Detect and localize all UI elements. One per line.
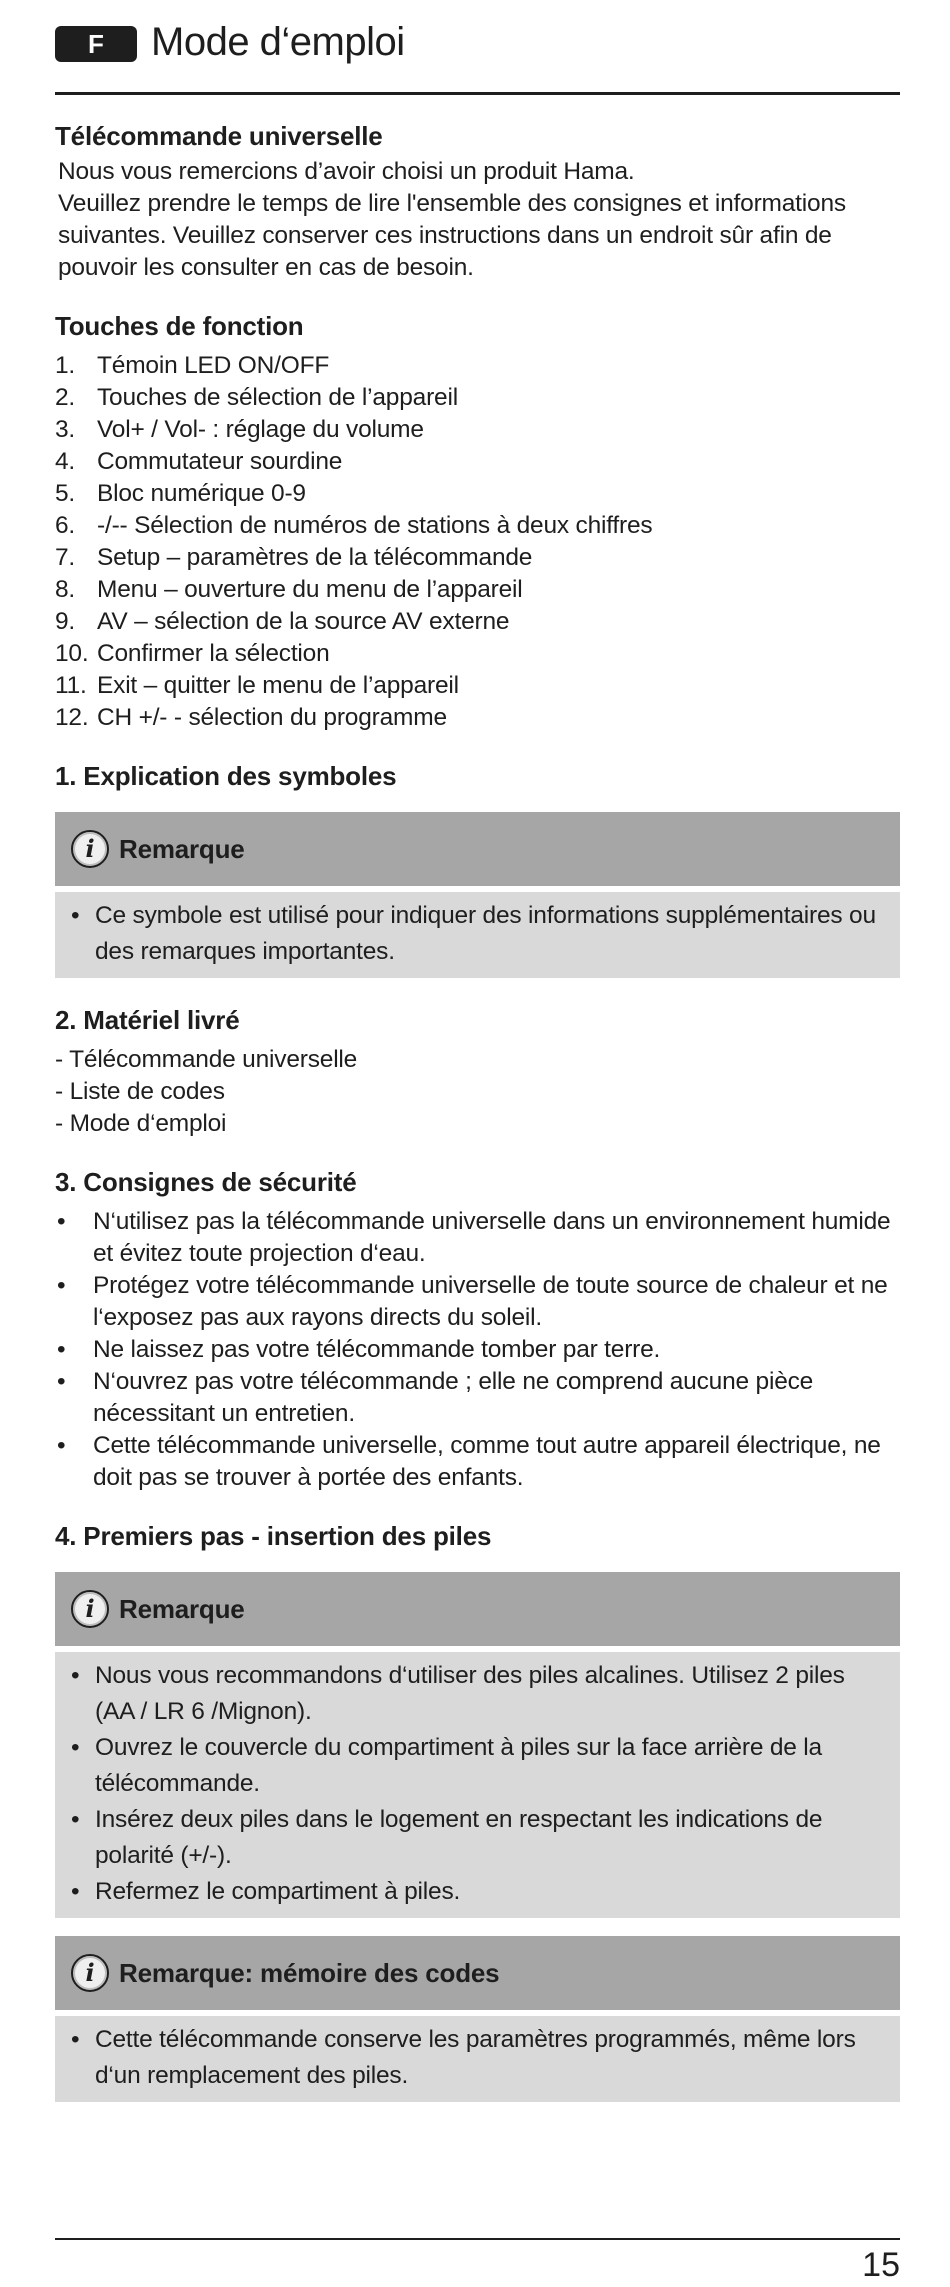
- list-item: - Liste de codes: [55, 1078, 225, 1105]
- page-header: [55, 20, 900, 95]
- note-item: • Nous vous recommandons d‘utiliser des piles alcalines. Utilisez 2 piles (AA / LR 6 /Mignon).: [71, 1658, 884, 1730]
- item-text: Bloc numérique 0-9: [97, 480, 306, 507]
- note-box: [55, 812, 900, 978]
- item-text: Confirmer la sélection: [97, 640, 330, 667]
- symbols-heading: 1. Explication des symboles: [55, 761, 397, 791]
- item-text: Exit – quitter le menu de l’appareil: [97, 672, 459, 699]
- list-item: [55, 478, 900, 510]
- item-number: 5.: [55, 480, 76, 507]
- note-item: • Ouvrez le couvercle du compartiment à piles sur la face arrière de la télécommande.: [71, 1730, 884, 1802]
- item-number: 3.: [55, 416, 76, 443]
- delivery-list: [55, 1044, 900, 1140]
- item-text: Vol+ / Vol- : réglage du volume: [97, 416, 424, 443]
- item-number: 1.: [55, 352, 76, 379]
- item-text: Menu – ouverture du menu de l’appareil: [97, 576, 523, 603]
- item-text: Témoin LED ON/OFF: [97, 352, 330, 379]
- info-icon: i: [71, 830, 109, 868]
- note-title: Remarque: [119, 834, 245, 864]
- item-text: AV – sélection de la source AV externe: [97, 608, 510, 635]
- intro-heading: Télécommande universelle: [55, 121, 383, 151]
- language-badge: F: [55, 26, 137, 62]
- delivery-section: [55, 1000, 900, 1140]
- functions-heading: Touches de fonction: [55, 311, 304, 341]
- note-item: • Ce symbole est utilisé pour indiquer des informations supplémentaires ou des remarques importantes.: [71, 898, 884, 970]
- note-item: • Cette télécommande conserve les paramètres programmés, même lors d‘un remplacement des piles.: [71, 2022, 884, 2094]
- list-item: [55, 382, 900, 414]
- note-box: [55, 1936, 900, 2102]
- item-text: Setup – paramètres de la télécommande: [97, 544, 533, 571]
- intro-section: [55, 116, 900, 284]
- list-item: [55, 510, 900, 542]
- list-item: • N‘utilisez pas la télécommande universelle dans un environnement humide et évitez toute projection d‘eau.: [55, 1206, 900, 1270]
- item-text: Commutateur sourdine: [97, 448, 343, 475]
- function-list: [55, 350, 900, 734]
- note-item: • Insérez deux piles dans le logement en respectant les indications de polarité (+/-).: [71, 1802, 884, 1874]
- item-text: Touches de sélection de l’appareil: [97, 384, 458, 411]
- safety-list: [55, 1206, 900, 1494]
- item-number: 9.: [55, 608, 76, 635]
- note-header: [55, 1936, 900, 2010]
- item-number: 12.: [55, 704, 89, 731]
- item-number: 11.: [55, 672, 87, 699]
- symbols-section: [55, 756, 900, 978]
- note-item: • Refermez le compartiment à piles.: [71, 1874, 884, 1910]
- list-item: [55, 414, 900, 446]
- item-number: 7.: [55, 544, 76, 571]
- note-header: [55, 1572, 900, 1646]
- item-number: 6.: [55, 512, 76, 539]
- note-header: [55, 812, 900, 886]
- list-item: - Télécommande universelle: [55, 1046, 358, 1073]
- page-number: 15: [862, 2246, 900, 2284]
- footer-divider: [55, 2238, 900, 2240]
- safety-section: [55, 1162, 900, 1494]
- list-item: • N‘ouvrez pas votre télécommande ; elle ne comprend aucune pièce nécessitant un entretien.: [55, 1366, 900, 1430]
- list-item: - Mode d‘emploi: [55, 1110, 227, 1137]
- list-item: [55, 446, 900, 478]
- info-icon: i: [71, 1590, 109, 1628]
- list-item: • Ne laissez pas votre télécommande tomber par terre.: [55, 1334, 900, 1366]
- item-number: 8.: [55, 576, 76, 603]
- list-item: • Cette télécommande universelle, comme tout autre appareil électrique, ne doit pas se trouver à portée des enfants.: [55, 1430, 900, 1494]
- item-text: -/-- Sélection de numéros de stations à deux chiffres: [97, 512, 653, 539]
- note-body: [55, 892, 900, 978]
- intro-text: Nous vous remercions d’avoir choisi un produit Hama. Veuillez prendre le temps de lire l'ensemble des consignes et informations suivantes. Veuillez conserver ces instructions dans un endroit sûr afin de pouvoir les consulter en cas de besoin.: [58, 158, 846, 281]
- item-number: 10.: [55, 640, 89, 667]
- item-text: CH +/- - sélection du programme: [97, 704, 447, 731]
- list-item: [55, 606, 900, 638]
- functions-section: [55, 306, 900, 734]
- list-item: [55, 574, 900, 606]
- page-title: Mode d‘emploi: [151, 20, 405, 64]
- list-item: [55, 542, 900, 574]
- batteries-heading: 4. Premiers pas - insertion des piles: [55, 1521, 492, 1551]
- item-number: 2.: [55, 384, 76, 411]
- note-box: [55, 1572, 900, 1918]
- note-body: [55, 1652, 900, 1918]
- note-title: Remarque: [119, 1594, 245, 1624]
- list-item: [55, 350, 900, 382]
- safety-heading: 3. Consignes de sécurité: [55, 1167, 357, 1197]
- list-item: [55, 702, 900, 734]
- info-icon: i: [71, 1954, 109, 1992]
- item-number: 4.: [55, 448, 76, 475]
- list-item: • Protégez votre télécommande universelle de toute source de chaleur et ne l‘exposez pas aux rayons directs du soleil.: [55, 1270, 900, 1334]
- note-body: [55, 2016, 900, 2102]
- list-item: [55, 638, 900, 670]
- note-title: Remarque: mémoire des codes: [119, 1958, 500, 1988]
- document-body: [55, 116, 900, 2102]
- list-item: [55, 670, 900, 702]
- delivery-heading: 2. Matériel livré: [55, 1005, 240, 1035]
- batteries-section: [55, 1516, 900, 2102]
